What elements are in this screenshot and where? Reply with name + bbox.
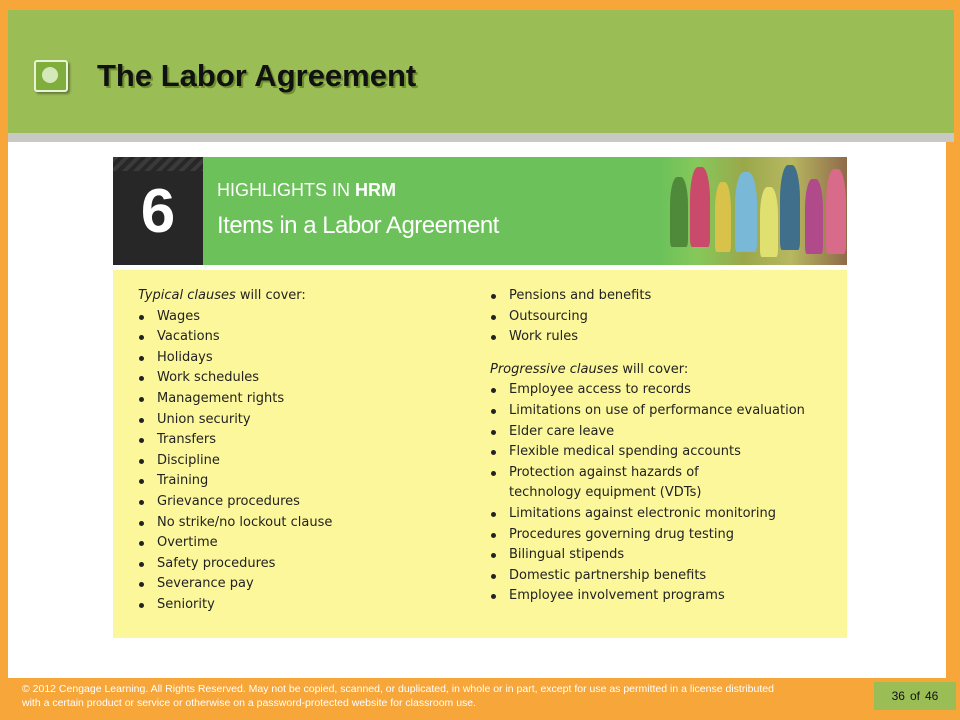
- page-of: of: [909, 689, 920, 703]
- list-item: Training: [138, 471, 332, 492]
- progressive-heading-em: Progressive clauses: [490, 361, 619, 377]
- bullet-square-icon: [34, 60, 68, 92]
- list-item: Work rules: [490, 327, 805, 348]
- list-item: Discipline: [138, 451, 332, 472]
- list-item: Limitations on use of performance evaluation: [490, 401, 805, 422]
- list-item: Seniority: [138, 595, 332, 616]
- list-item: Wages: [138, 307, 332, 328]
- list-item: Work schedules: [138, 368, 332, 389]
- list-item: Protection against hazards of technology equipment (VDTs): [490, 463, 759, 504]
- list-item: Flexible medical spending accounts: [490, 442, 805, 463]
- list-item: Grievance procedures: [138, 492, 332, 513]
- typical-clauses-heading: [138, 286, 332, 307]
- exhibit-title: Items in a Labor Agreement: [217, 212, 499, 239]
- page-indicator: [874, 682, 956, 710]
- list-item: Bilingual stipends: [490, 545, 805, 566]
- progressive-clauses-list: [490, 380, 805, 607]
- typical-clauses-list: [138, 307, 332, 616]
- crowd-photo: [660, 157, 847, 265]
- typical-clauses-column: [138, 286, 332, 616]
- slide-title: The Labor Agreement: [97, 58, 417, 93]
- list-item: Outsourcing: [490, 307, 805, 328]
- list-item: Management rights: [138, 389, 332, 410]
- list-item: Holidays: [138, 348, 332, 369]
- list-item: Procedures governing drug testing: [490, 525, 805, 546]
- list-item: Safety procedures: [138, 554, 332, 575]
- kicker-bold: HRM: [355, 180, 397, 200]
- kicker-prefix: HIGHLIGHTS IN: [217, 180, 356, 200]
- progressive-heading-rest: will cover:: [618, 361, 689, 377]
- typical-heading-rest: will cover:: [235, 288, 306, 303]
- list-item: Domestic partnership benefits: [490, 566, 805, 587]
- title-bar-shadow: [8, 133, 954, 142]
- list-item: Transfers: [138, 430, 332, 451]
- exhibit-number-text: 6: [140, 176, 176, 246]
- typical-clauses-continued-list: [490, 286, 805, 348]
- list-item: No strike/no lockout clause: [138, 513, 332, 534]
- exhibit-number: [113, 157, 203, 265]
- list-item: Elder care leave: [490, 422, 805, 443]
- continued-column: [490, 286, 805, 607]
- list-item: Pensions and benefits: [490, 286, 805, 307]
- page-total: 46: [925, 689, 939, 703]
- list-item: Union security: [138, 410, 332, 431]
- list-item: Limitations against electronic monitoring: [490, 504, 805, 525]
- list-item: Employee involvement programs: [490, 586, 805, 607]
- list-item: Vacations: [138, 327, 332, 348]
- page-current: 36: [891, 689, 905, 703]
- exhibit-kicker: [217, 180, 396, 201]
- copyright-notice: © 2012 Cengage Learning. All Rights Reserved. May not be copied, scanned, or duplicated, in whole or in part, except for use as permitted in a license distributed with a certain product or service or otherwise on a password-protected website for classroom use.: [22, 683, 774, 709]
- list-item: Overtime: [138, 533, 332, 554]
- list-item: Severance pay: [138, 574, 332, 595]
- list-item: Employee access to records: [490, 380, 805, 401]
- typical-heading-em: Typical clauses: [138, 288, 236, 303]
- progressive-clauses-heading: [490, 360, 805, 381]
